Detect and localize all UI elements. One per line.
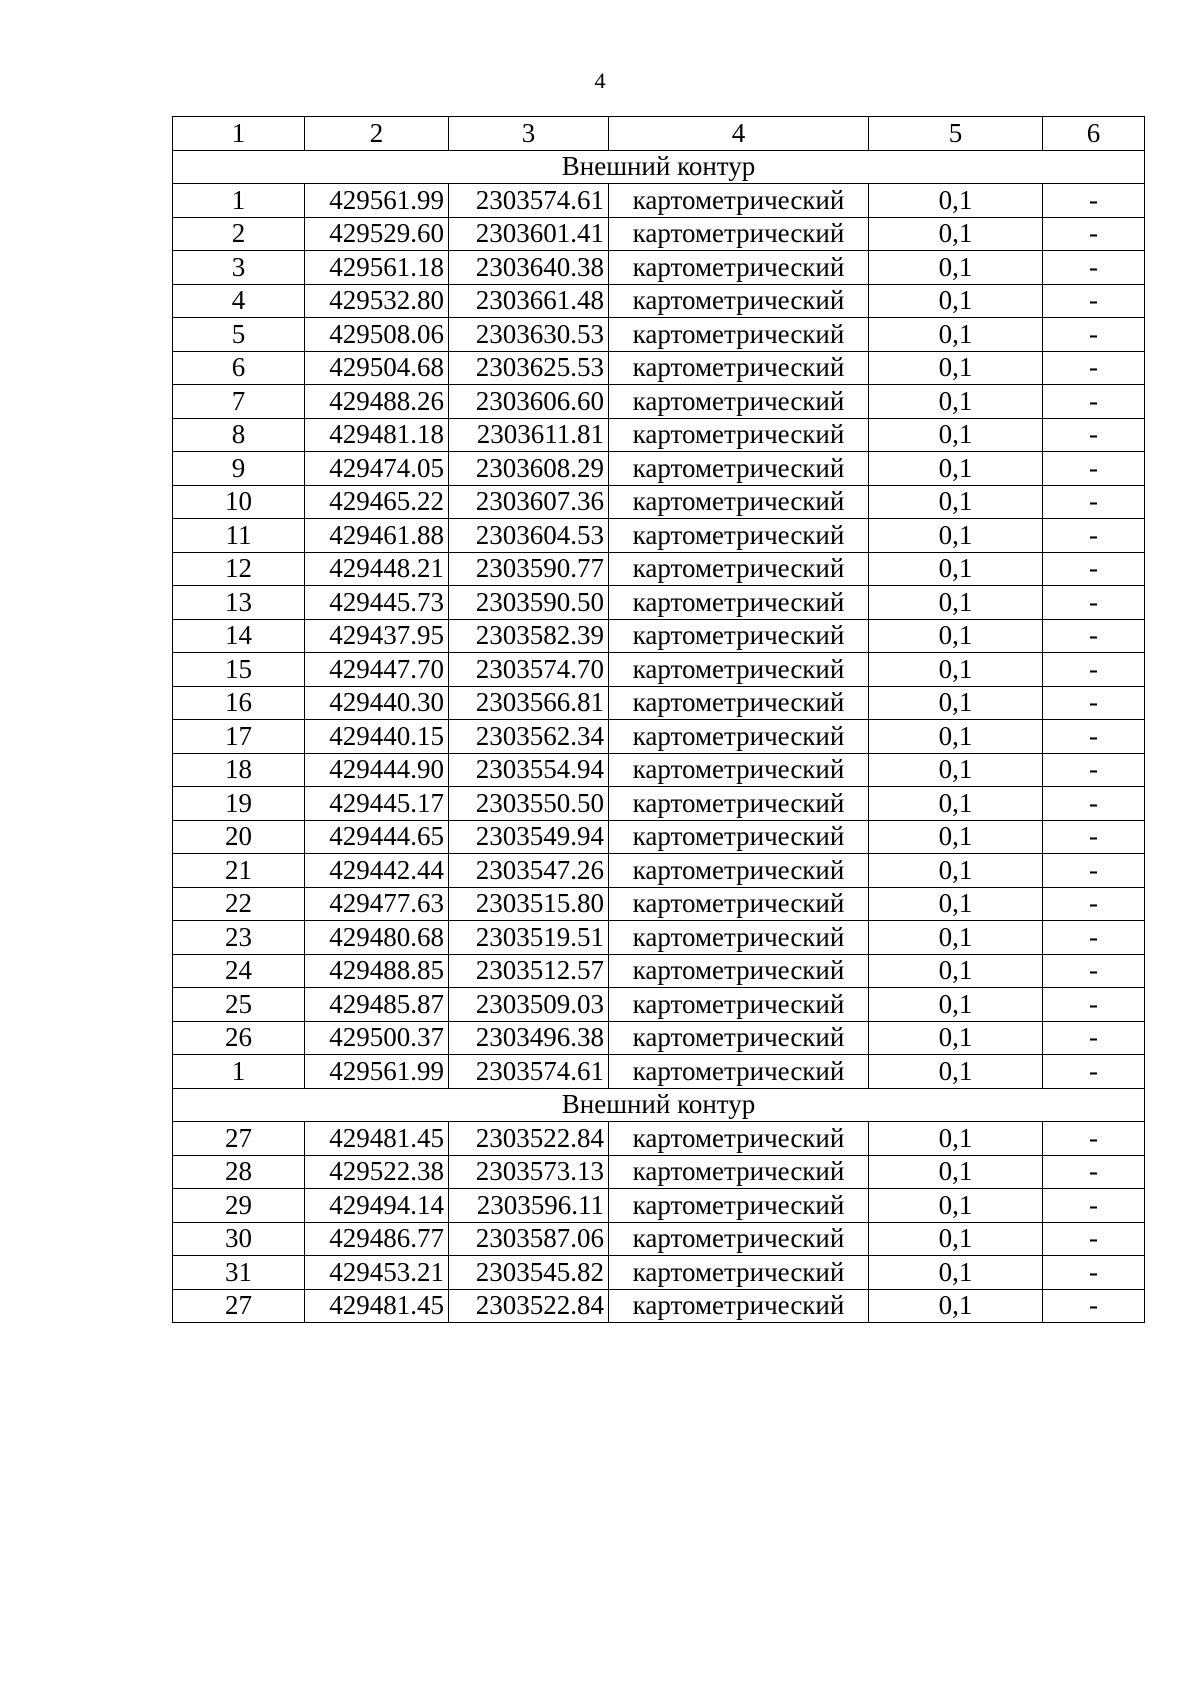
table-cell-col-2: 429488.26 — [305, 385, 449, 419]
table-cell-col-5: 0,1 — [869, 217, 1043, 251]
header-cell-2: 2 — [305, 117, 449, 151]
coordinates-table — [172, 116, 1145, 1323]
table-cell-col-1: 21 — [173, 854, 305, 888]
table-cell-col-5: 0,1 — [869, 1021, 1043, 1055]
table-cell-col-3: 2303640.38 — [449, 251, 609, 285]
table-cell-col-1: 31 — [173, 1256, 305, 1290]
table-cell-col-3: 2303611.81 — [449, 418, 609, 452]
table-cell-col-5: 0,1 — [869, 921, 1043, 955]
table-cell-col-2: 429437.95 — [305, 619, 449, 653]
table-cell-col-2: 429445.17 — [305, 787, 449, 821]
table-cell-col-4: картометрический — [609, 720, 869, 754]
table-cell-col-2: 429532.80 — [305, 284, 449, 318]
table-cell-col-6: - — [1043, 1189, 1145, 1223]
table-row — [173, 418, 1145, 452]
table-row — [173, 1189, 1145, 1223]
table-cell-col-3: 2303566.81 — [449, 686, 609, 720]
table-cell-col-6: - — [1043, 452, 1145, 486]
table-cell-col-6: - — [1043, 1256, 1145, 1290]
table-cell-col-5: 0,1 — [869, 1289, 1043, 1323]
table-cell-col-5: 0,1 — [869, 854, 1043, 888]
table-cell-col-3: 2303519.51 — [449, 921, 609, 955]
table-cell-col-3: 2303522.84 — [449, 1122, 609, 1156]
table-cell-col-1: 17 — [173, 720, 305, 754]
table-cell-col-2: 429561.99 — [305, 184, 449, 218]
table-cell-col-4: картометрический — [609, 1289, 869, 1323]
table-cell-col-5: 0,1 — [869, 586, 1043, 620]
table-cell-col-5: 0,1 — [869, 519, 1043, 553]
table-cell-col-1: 16 — [173, 686, 305, 720]
table-cell-col-4: картометрический — [609, 887, 869, 921]
table-cell-col-3: 2303573.13 — [449, 1155, 609, 1189]
section-title: Внешний контур — [173, 1088, 1145, 1122]
table-cell-col-4: картометрический — [609, 988, 869, 1022]
header-cell-1: 1 — [173, 117, 305, 151]
table-cell-col-3: 2303515.80 — [449, 887, 609, 921]
table-cell-col-2: 429440.30 — [305, 686, 449, 720]
table-cell-col-6: - — [1043, 619, 1145, 653]
table-cell-col-4: картометрический — [609, 1189, 869, 1223]
table-cell-col-3: 2303630.53 — [449, 318, 609, 352]
table-cell-col-1: 29 — [173, 1189, 305, 1223]
table-cell-col-4: картометрический — [609, 418, 869, 452]
table-cell-col-1: 20 — [173, 820, 305, 854]
table-cell-col-4: картометрический — [609, 385, 869, 419]
table-cell-col-1: 6 — [173, 351, 305, 385]
table-cell-col-1: 11 — [173, 519, 305, 553]
table-row — [173, 686, 1145, 720]
table-cell-col-4: картометрический — [609, 1222, 869, 1256]
table-cell-col-3: 2303661.48 — [449, 284, 609, 318]
table-cell-col-6: - — [1043, 1222, 1145, 1256]
table-row — [173, 820, 1145, 854]
table-cell-col-5: 0,1 — [869, 1122, 1043, 1156]
table-cell-col-3: 2303549.94 — [449, 820, 609, 854]
table-cell-col-3: 2303608.29 — [449, 452, 609, 486]
table-cell-col-2: 429481.45 — [305, 1289, 449, 1323]
table-cell-col-1: 22 — [173, 887, 305, 921]
table-cell-col-6: - — [1043, 552, 1145, 586]
header-cell-3: 3 — [449, 117, 609, 151]
table-cell-col-5: 0,1 — [869, 351, 1043, 385]
table-cell-col-1: 1 — [173, 184, 305, 218]
table-cell-col-6: - — [1043, 519, 1145, 553]
table-cell-col-3: 2303496.38 — [449, 1021, 609, 1055]
table-cell-col-3: 2303547.26 — [449, 854, 609, 888]
table-cell-col-3: 2303509.03 — [449, 988, 609, 1022]
table-cell-col-2: 429440.15 — [305, 720, 449, 754]
table-cell-col-5: 0,1 — [869, 1222, 1043, 1256]
page-number: 4 — [594, 68, 606, 93]
table-row — [173, 452, 1145, 486]
table-cell-col-2: 429486.77 — [305, 1222, 449, 1256]
table-cell-col-4: картометрический — [609, 351, 869, 385]
table-cell-col-2: 429481.18 — [305, 418, 449, 452]
table-cell-col-5: 0,1 — [869, 1256, 1043, 1290]
table-row — [173, 284, 1145, 318]
table-cell-col-5: 0,1 — [869, 385, 1043, 419]
table-cell-col-4: картометрический — [609, 787, 869, 821]
table-cell-col-1: 7 — [173, 385, 305, 419]
table-cell-col-2: 429448.21 — [305, 552, 449, 586]
table-row — [173, 887, 1145, 921]
table-cell-col-6: - — [1043, 1289, 1145, 1323]
table-body — [173, 150, 1145, 1323]
table-cell-col-2: 429508.06 — [305, 318, 449, 352]
table-cell-col-4: картометрический — [609, 586, 869, 620]
table-cell-col-1: 9 — [173, 452, 305, 486]
table-cell-col-4: картометрический — [609, 854, 869, 888]
table-cell-col-5: 0,1 — [869, 988, 1043, 1022]
table-cell-col-1: 4 — [173, 284, 305, 318]
table-row — [173, 720, 1145, 754]
table-cell-col-6: - — [1043, 351, 1145, 385]
table-cell-col-2: 429453.21 — [305, 1256, 449, 1290]
table-cell-col-6: - — [1043, 653, 1145, 687]
table-cell-col-4: картометрический — [609, 217, 869, 251]
table-cell-col-4: картометрический — [609, 954, 869, 988]
table-cell-col-6: - — [1043, 988, 1145, 1022]
table-cell-col-1: 18 — [173, 753, 305, 787]
table-cell-col-2: 429561.18 — [305, 251, 449, 285]
table-cell-col-1: 10 — [173, 485, 305, 519]
table-row — [173, 1055, 1145, 1089]
table-cell-col-3: 2303590.77 — [449, 552, 609, 586]
table-cell-col-3: 2303550.50 — [449, 787, 609, 821]
table-cell-col-2: 429445.73 — [305, 586, 449, 620]
table-cell-col-6: - — [1043, 720, 1145, 754]
table-row — [173, 988, 1145, 1022]
table-cell-col-5: 0,1 — [869, 318, 1043, 352]
table-cell-col-3: 2303545.82 — [449, 1256, 609, 1290]
table-cell-col-5: 0,1 — [869, 452, 1043, 486]
table-cell-col-2: 429485.87 — [305, 988, 449, 1022]
table-row — [173, 619, 1145, 653]
table-cell-col-1: 13 — [173, 586, 305, 620]
table-cell-col-4: картометрический — [609, 1122, 869, 1156]
table-cell-col-1: 26 — [173, 1021, 305, 1055]
table-cell-col-3: 2303604.53 — [449, 519, 609, 553]
table-cell-col-1: 23 — [173, 921, 305, 955]
table-row — [173, 954, 1145, 988]
table-cell-col-1: 15 — [173, 653, 305, 687]
section-row — [173, 1088, 1145, 1122]
table-row — [173, 653, 1145, 687]
table-cell-col-1: 12 — [173, 552, 305, 586]
table-cell-col-3: 2303601.41 — [449, 217, 609, 251]
table-cell-col-2: 429494.14 — [305, 1189, 449, 1223]
table-cell-col-4: картометрический — [609, 284, 869, 318]
table-cell-col-1: 24 — [173, 954, 305, 988]
table-row — [173, 184, 1145, 218]
table-cell-col-4: картометрический — [609, 485, 869, 519]
table-cell-col-6: - — [1043, 887, 1145, 921]
table-cell-col-4: картометрический — [609, 1021, 869, 1055]
table-cell-col-1: 2 — [173, 217, 305, 251]
table-cell-col-1: 19 — [173, 787, 305, 821]
table-row — [173, 921, 1145, 955]
table-cell-col-5: 0,1 — [869, 1055, 1043, 1089]
table-cell-col-6: - — [1043, 217, 1145, 251]
table-cell-col-2: 429504.68 — [305, 351, 449, 385]
table-cell-col-3: 2303587.06 — [449, 1222, 609, 1256]
table-cell-col-5: 0,1 — [869, 1155, 1043, 1189]
table-cell-col-3: 2303607.36 — [449, 485, 609, 519]
table-cell-col-5: 0,1 — [869, 418, 1043, 452]
table-cell-col-4: картометрический — [609, 1055, 869, 1089]
table-cell-col-2: 429488.85 — [305, 954, 449, 988]
table-cell-col-3: 2303625.53 — [449, 351, 609, 385]
table-cell-col-3: 2303590.50 — [449, 586, 609, 620]
table-cell-col-1: 25 — [173, 988, 305, 1022]
table-cell-col-2: 429444.90 — [305, 753, 449, 787]
table-row — [173, 1289, 1145, 1323]
table-cell-col-6: - — [1043, 184, 1145, 218]
table-cell-col-2: 429442.44 — [305, 854, 449, 888]
table-cell-col-5: 0,1 — [869, 552, 1043, 586]
table-cell-col-5: 0,1 — [869, 251, 1043, 285]
table-cell-col-5: 0,1 — [869, 686, 1043, 720]
table-cell-col-1: 5 — [173, 318, 305, 352]
table-cell-col-5: 0,1 — [869, 184, 1043, 218]
table-cell-col-2: 429480.68 — [305, 921, 449, 955]
table-cell-col-1: 8 — [173, 418, 305, 452]
table-cell-col-6: - — [1043, 318, 1145, 352]
table-row — [173, 351, 1145, 385]
table-cell-col-2: 429461.88 — [305, 519, 449, 553]
table-cell-col-6: - — [1043, 1155, 1145, 1189]
table-row — [173, 485, 1145, 519]
table-cell-col-3: 2303562.34 — [449, 720, 609, 754]
table-row — [173, 552, 1145, 586]
header-cell-4: 4 — [609, 117, 869, 151]
table-cell-col-5: 0,1 — [869, 787, 1043, 821]
table-row — [173, 753, 1145, 787]
table-row — [173, 1222, 1145, 1256]
table-cell-col-2: 429500.37 — [305, 1021, 449, 1055]
table-cell-col-6: - — [1043, 921, 1145, 955]
table-row — [173, 787, 1145, 821]
table-cell-col-1: 3 — [173, 251, 305, 285]
table-cell-col-5: 0,1 — [869, 619, 1043, 653]
table-row — [173, 1155, 1145, 1189]
table-cell-col-2: 429465.22 — [305, 485, 449, 519]
table-cell-col-6: - — [1043, 385, 1145, 419]
table-cell-col-3: 2303554.94 — [449, 753, 609, 787]
section-title: Внешний контур — [173, 150, 1145, 184]
table-cell-col-2: 429447.70 — [305, 653, 449, 687]
table-cell-col-4: картометрический — [609, 184, 869, 218]
header-cell-5: 5 — [869, 117, 1043, 151]
table-cell-col-5: 0,1 — [869, 284, 1043, 318]
table-cell-col-4: картометрический — [609, 1256, 869, 1290]
table-row — [173, 251, 1145, 285]
table-cell-col-1: 28 — [173, 1155, 305, 1189]
table-cell-col-4: картометрический — [609, 921, 869, 955]
header-cell-6: 6 — [1043, 117, 1145, 151]
table-cell-col-6: - — [1043, 251, 1145, 285]
table-cell-col-4: картометрический — [609, 519, 869, 553]
table-row — [173, 1256, 1145, 1290]
table-cell-col-6: - — [1043, 753, 1145, 787]
table-cell-col-2: 429561.99 — [305, 1055, 449, 1089]
table-row — [173, 854, 1145, 888]
table-cell-col-6: - — [1043, 854, 1145, 888]
table-cell-col-3: 2303574.61 — [449, 184, 609, 218]
table-row — [173, 1122, 1145, 1156]
table-cell-col-4: картометрический — [609, 552, 869, 586]
table-cell-col-2: 429529.60 — [305, 217, 449, 251]
table-cell-col-3: 2303512.57 — [449, 954, 609, 988]
table-cell-col-5: 0,1 — [869, 753, 1043, 787]
table-cell-col-6: - — [1043, 1122, 1145, 1156]
table-cell-col-6: - — [1043, 586, 1145, 620]
table-cell-col-4: картометрический — [609, 686, 869, 720]
table-cell-col-5: 0,1 — [869, 954, 1043, 988]
table-cell-col-3: 2303522.84 — [449, 1289, 609, 1323]
table-cell-col-6: - — [1043, 485, 1145, 519]
table-cell-col-4: картометрический — [609, 318, 869, 352]
table-cell-col-1: 27 — [173, 1122, 305, 1156]
table-cell-col-4: картометрический — [609, 753, 869, 787]
table-cell-col-3: 2303596.11 — [449, 1189, 609, 1223]
table-cell-col-5: 0,1 — [869, 485, 1043, 519]
table-cell-col-4: картометрический — [609, 820, 869, 854]
header-row — [173, 117, 1145, 151]
table-cell-col-4: картометрический — [609, 619, 869, 653]
section-row — [173, 150, 1145, 184]
table-cell-col-6: - — [1043, 1021, 1145, 1055]
table-row — [173, 1021, 1145, 1055]
table-cell-col-6: - — [1043, 418, 1145, 452]
table-cell-col-6: - — [1043, 686, 1145, 720]
table-cell-col-2: 429522.38 — [305, 1155, 449, 1189]
table-cell-col-4: картометрический — [609, 251, 869, 285]
table-cell-col-5: 0,1 — [869, 1189, 1043, 1223]
table-cell-col-3: 2303606.60 — [449, 385, 609, 419]
table-cell-col-2: 429444.65 — [305, 820, 449, 854]
table-row — [173, 318, 1145, 352]
table-cell-col-2: 429477.63 — [305, 887, 449, 921]
table-cell-col-4: картометрический — [609, 452, 869, 486]
table-cell-col-6: - — [1043, 820, 1145, 854]
table-cell-col-3: 2303582.39 — [449, 619, 609, 653]
table-row — [173, 519, 1145, 553]
table-row — [173, 217, 1145, 251]
table-cell-col-1: 1 — [173, 1055, 305, 1089]
table-cell-col-2: 429481.45 — [305, 1122, 449, 1156]
table-cell-col-5: 0,1 — [869, 820, 1043, 854]
table-cell-col-4: картометрический — [609, 653, 869, 687]
table-cell-col-4: картометрический — [609, 1155, 869, 1189]
table-row — [173, 385, 1145, 419]
table-row — [173, 586, 1145, 620]
table-cell-col-6: - — [1043, 787, 1145, 821]
table-cell-col-6: - — [1043, 954, 1145, 988]
table-cell-col-1: 27 — [173, 1289, 305, 1323]
table-cell-col-5: 0,1 — [869, 653, 1043, 687]
table-cell-col-5: 0,1 — [869, 720, 1043, 754]
table-cell-col-3: 2303574.70 — [449, 653, 609, 687]
table-cell-col-2: 429474.05 — [305, 452, 449, 486]
table-cell-col-1: 30 — [173, 1222, 305, 1256]
table-cell-col-5: 0,1 — [869, 887, 1043, 921]
table-cell-col-6: - — [1043, 1055, 1145, 1089]
table-cell-col-3: 2303574.61 — [449, 1055, 609, 1089]
table-cell-col-1: 14 — [173, 619, 305, 653]
table-cell-col-6: - — [1043, 284, 1145, 318]
